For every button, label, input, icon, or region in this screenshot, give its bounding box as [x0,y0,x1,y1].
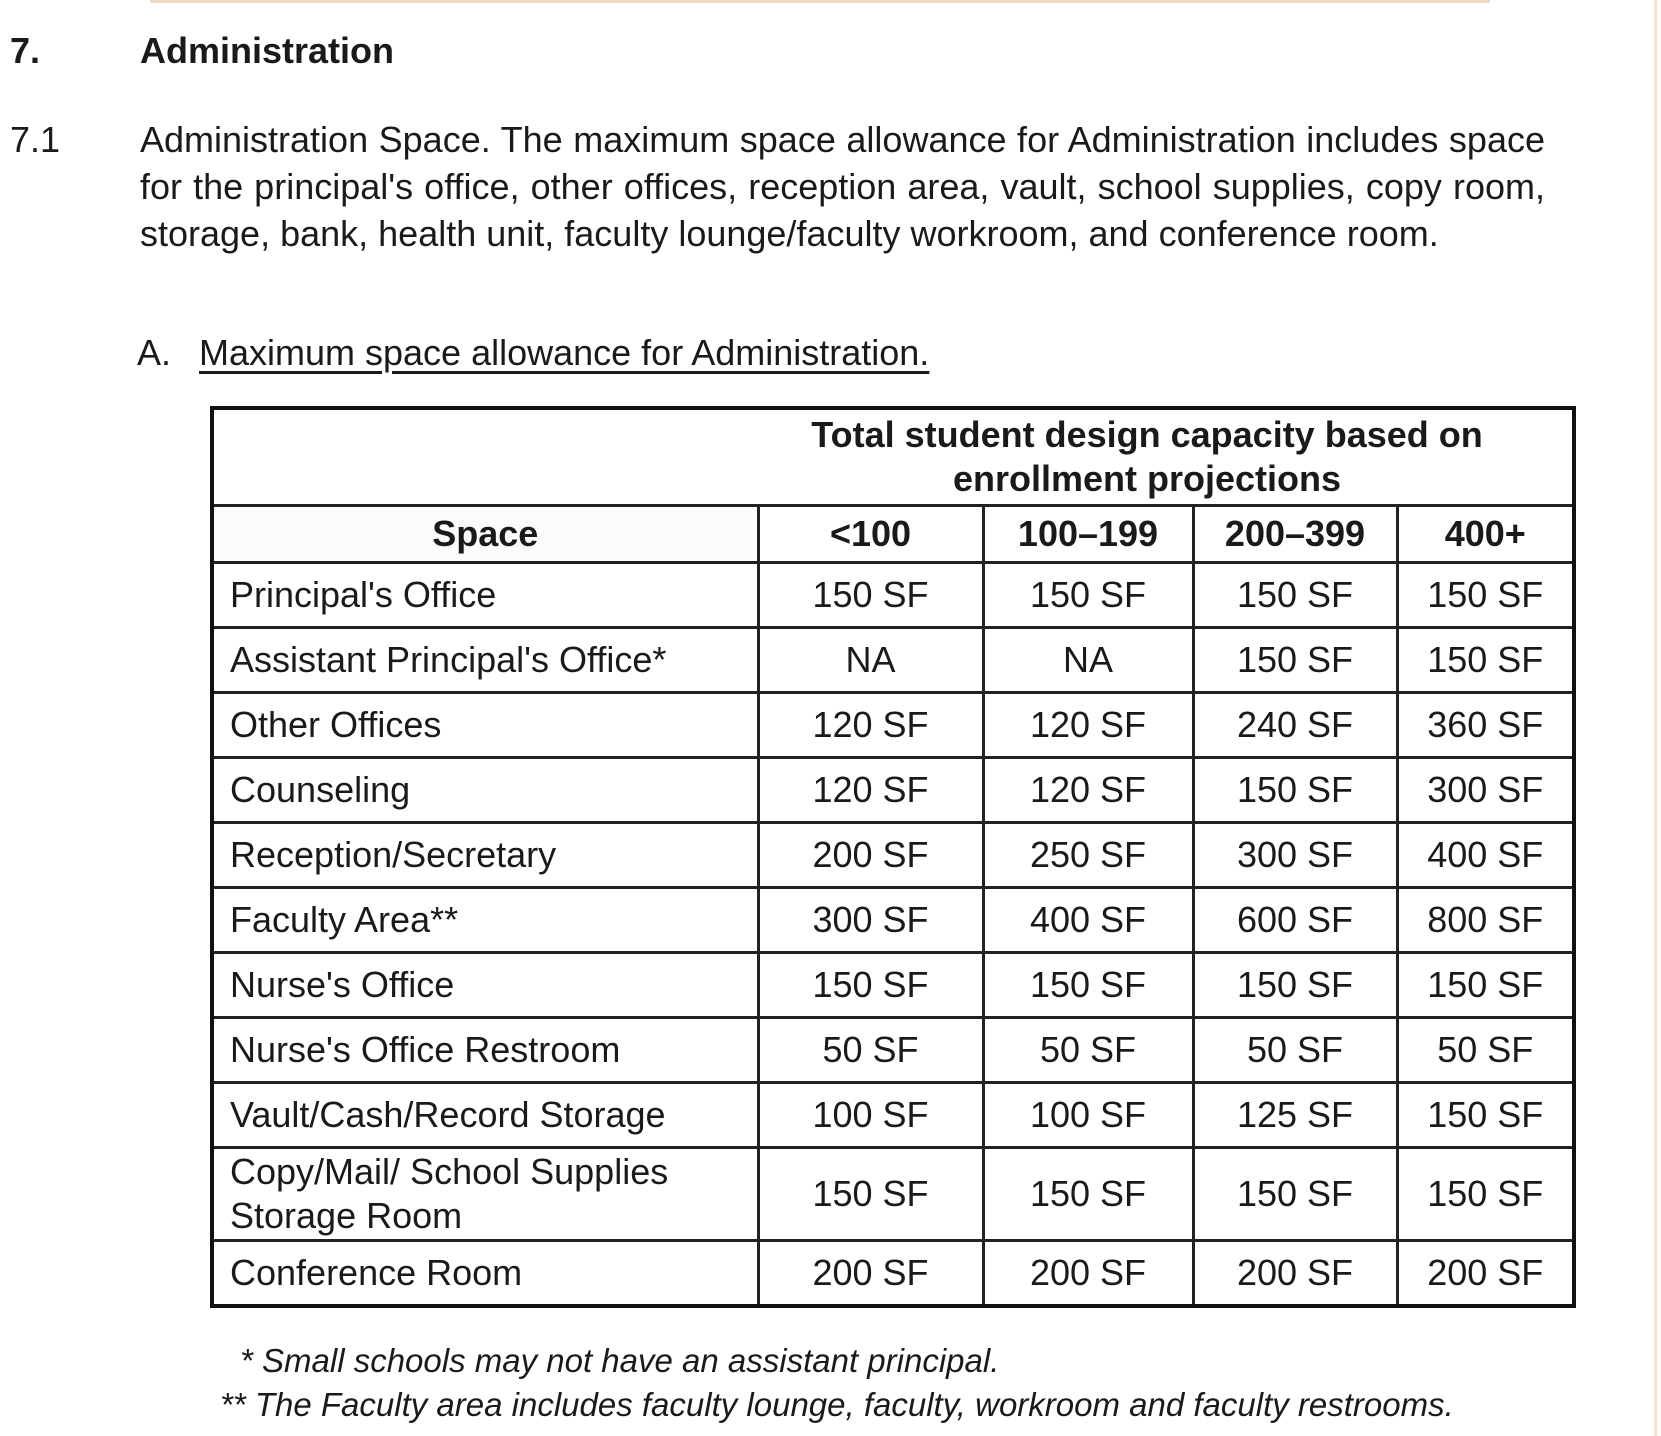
value-cell: 50 SF [983,1018,1193,1083]
value-cell: 150 SF [1397,1148,1574,1241]
group-header-row [212,408,1574,506]
value-cell: 150 SF [758,563,983,628]
column-header-row [212,506,1574,563]
table-row [212,888,1574,953]
subheading-title: Maximum space allowance for Administration. [199,332,930,373]
value-cell: NA [983,628,1193,693]
section-heading [10,30,394,72]
value-cell: 50 SF [1397,1018,1574,1083]
table-row [212,953,1574,1018]
table-row [212,823,1574,888]
table-subheading [137,332,929,374]
space-name-cell: Reception/Secretary [212,823,758,888]
value-cell: 150 SF [1397,628,1574,693]
space-name-cell: Copy/Mail/ School Supplies Storage Room [212,1148,758,1241]
space-name-cell: Principal's Office [212,563,758,628]
column-header-100-199: 100–199 [983,506,1193,563]
space-name-cell: Counseling [212,758,758,823]
table-row [212,1148,1574,1241]
column-header-200-399: 200–399 [1193,506,1397,563]
space-name-cell: Nurse's Office Restroom [212,1018,758,1083]
footnote-assistant-principal: * Small schools may not have an assistant principal. [240,1342,1000,1379]
value-cell: 200 SF [1397,1241,1574,1307]
value-cell: 150 SF [1397,953,1574,1018]
table-row [212,758,1574,823]
table-row [212,563,1574,628]
table-row [212,1083,1574,1148]
value-cell: 150 SF [1397,1083,1574,1148]
value-cell: 120 SF [983,693,1193,758]
value-cell: 150 SF [1193,563,1397,628]
value-cell: 150 SF [1193,758,1397,823]
value-cell: 300 SF [1397,758,1574,823]
space-name-cell: Nurse's Office [212,953,758,1018]
footnote-faculty-area: ** The Faculty area includes faculty lounge, faculty, workroom and faculty restrooms. [220,1386,1454,1423]
value-cell: 150 SF [1193,953,1397,1018]
table-row [212,1018,1574,1083]
section-number: 7. [10,30,41,71]
value-cell: 400 SF [1397,823,1574,888]
column-header-under-100: <100 [758,506,983,563]
value-cell: 360 SF [1397,693,1574,758]
value-cell: 50 SF [758,1018,983,1083]
top-rule [150,0,1490,3]
group-header-text: Total student design capacity based on enrollment projections [811,414,1483,499]
value-cell: 100 SF [758,1083,983,1148]
value-cell: 100 SF [983,1083,1193,1148]
value-cell: 120 SF [758,758,983,823]
group-header-cell [212,408,1574,506]
value-cell: 600 SF [1193,888,1397,953]
value-cell: 200 SF [983,1241,1193,1307]
space-name-cell: Vault/Cash/Record Storage [212,1083,758,1148]
column-header-space: Space [212,506,758,563]
value-cell: 200 SF [758,1241,983,1307]
value-cell: 125 SF [1193,1083,1397,1148]
value-cell: 300 SF [1193,823,1397,888]
value-cell: 150 SF [983,1148,1193,1241]
column-header-400-plus: 400+ [1397,506,1574,563]
value-cell: 200 SF [758,823,983,888]
value-cell: 150 SF [1193,1148,1397,1241]
subsection-7-1 [10,116,1550,257]
subheading-letter: A. [137,332,172,373]
value-cell: 240 SF [1193,693,1397,758]
subsection-number: 7.1 [10,119,61,160]
table-row [212,628,1574,693]
page-edge [1654,0,1657,1436]
value-cell: 150 SF [983,563,1193,628]
value-cell: 800 SF [1397,888,1574,953]
value-cell: 150 SF [758,953,983,1018]
table-row [212,1241,1574,1307]
space-name-cell: Conference Room [212,1241,758,1307]
value-cell: 150 SF [1193,628,1397,693]
value-cell: 120 SF [758,693,983,758]
section-title: Administration [140,30,395,71]
value-cell: 250 SF [983,823,1193,888]
value-cell: 300 SF [758,888,983,953]
value-cell: 50 SF [1193,1018,1397,1083]
value-cell: 200 SF [1193,1241,1397,1307]
subsection-paragraph: Administration Space. The maximum space allowance for Administration includes space for the principal's office, other offices, reception area, vault, school supplies, copy room, storage, bank, health unit, faculty lounge/faculty workroom, and conference room. [140,119,1545,254]
value-cell: 150 SF [983,953,1193,1018]
space-name-cell: Assistant Principal's Office* [212,628,758,693]
table-row [212,693,1574,758]
value-cell: 150 SF [758,1148,983,1241]
space-name-cell: Faculty Area** [212,888,758,953]
value-cell: 120 SF [983,758,1193,823]
space-allowance-table [210,406,1576,1308]
value-cell: 150 SF [1397,563,1574,628]
value-cell: 400 SF [983,888,1193,953]
value-cell: NA [758,628,983,693]
space-name-cell: Other Offices [212,693,758,758]
